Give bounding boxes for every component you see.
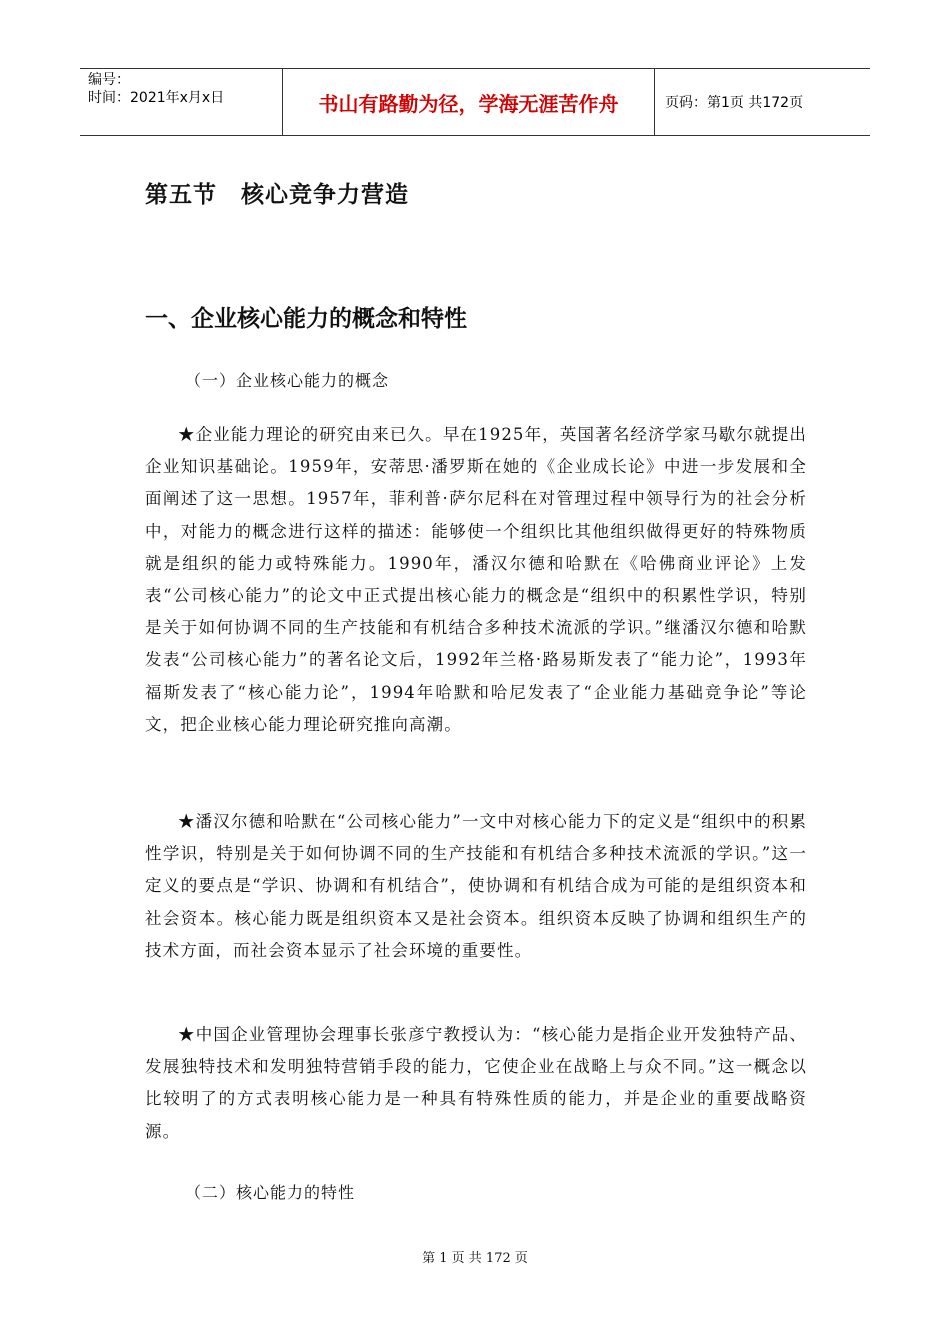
doc-number-label: 编号： [88, 72, 130, 88]
page-footer: 第 1 页 共 172 页 [422, 1251, 528, 1266]
paragraph-3: ★中国企业管理协会理事长张彦宁教授认为：“核心能力是指企业开发独特产品、发展独特技术和发明独特营销手段的能力，它使企业在战略上与众不同。”这一概念以比较明了的方式表明核心能力是一种具有特殊性质的能力，并是企业的重要战略资源。 [145, 1025, 807, 1141]
section-title: 第五节 核心竞争力营造 [145, 182, 409, 208]
heading-1: 一、企业核心能力的概念和特性 [145, 306, 467, 332]
date-line: 时间：2021年x月x日 [88, 90, 225, 106]
header-meta [80, 69, 282, 135]
paragraph-2: ★潘汉尔德和哈默在“公司核心能力”一文中对核心能力下的定义是“组织中的积累性学识，特别是关于如何协调不同的生产技能和有机结合多种技术流派的学识。”这一定义的要点是“学识、协调和有机结合”，使协调和有机结合成为可能的是组织资本和社会资本。核心能力既是组织资本又是社会资本。组织资本反映了协调和组织生产的技术方面，而社会资本显示了社会环境的重要性。 [145, 812, 807, 960]
paragraph-1: ★企业能力理论的研究由来已久。早在1925年，英国著名经济学家马歇尔就提出企业知识基础论。1959年，安蒂思·潘罗斯在她的《企业成长论》中进一步发展和全面阐述了这一思想。1957年，菲利普·萨尔尼科在对管理过程中领导行为的社会分析中，对能力的概念进行这样的描述：能够使一个组织比其他组织做得更好的特殊物质就是组织的能力或特殊能力。1990年，潘汉尔德和哈默在《哈佛商业评论》上发表“公司核心能力”的论文中正式提出核心能力的概念是“组织中的积累性学识，特别是关于如何协调不同的生产技能和有机结合多种技术流派的学识。”继潘汉尔德和哈默发表“公司核心能力”的著名论文后，1992年兰格·路易斯发表了“能力论”，1993年福斯发表了“核心能力论”，1994年哈默和哈尼发表了“企业能力基础竞争论”等论文，把企业核心能力理论研究推向高潮。 [145, 425, 807, 734]
page-header [80, 68, 870, 136]
header-motto: 书山有路勤为径，学海无涯苦作舟 [282, 69, 655, 135]
header-page-info: 页码：第1页 共172页 [665, 95, 804, 111]
subheading-concept: （一）企业核心能力的概念 [185, 371, 390, 390]
subheading-characteristics: （二）核心能力的特性 [185, 1183, 356, 1202]
